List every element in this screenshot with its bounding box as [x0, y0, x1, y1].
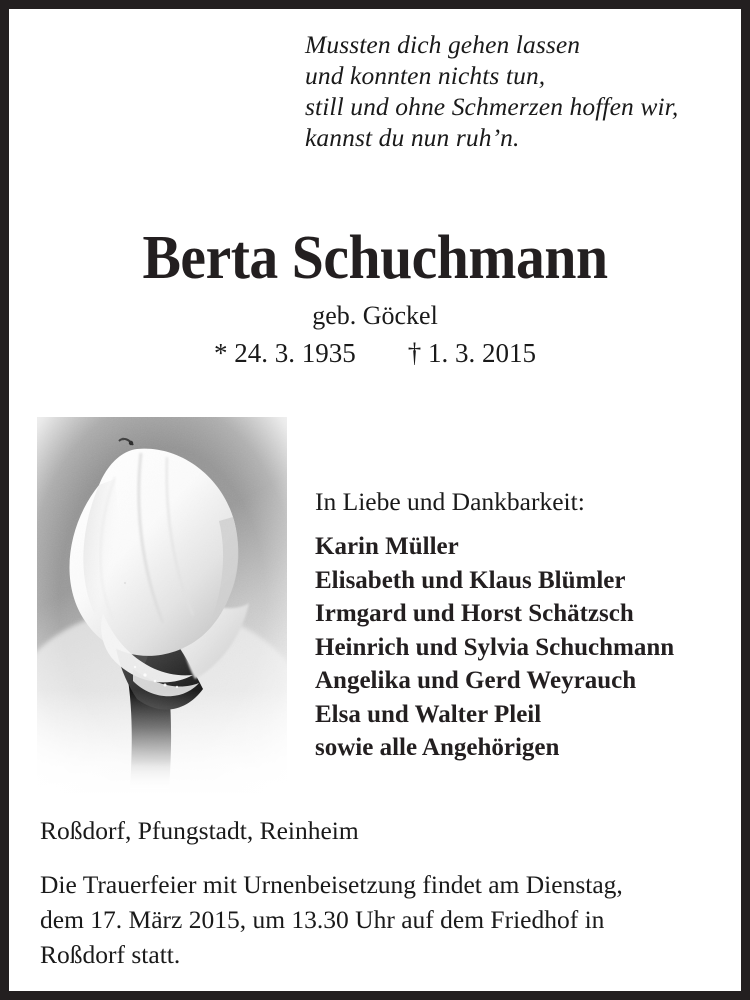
memorial-verse	[305, 29, 678, 153]
verse-line-4: kannst du nun ruh’n.	[305, 123, 520, 152]
list-item: Irmgard und Horst Schätzsch	[315, 600, 634, 627]
mourners-block	[315, 487, 735, 765]
ceremony-line-2: dem 17. März 2015, um 13.30 Uhr auf dem Friedhof in	[40, 905, 605, 934]
list-item: Elsa und Walter Pleil	[315, 700, 542, 728]
deceased-maiden-name: geb. Göckel	[312, 301, 438, 330]
list-item: Elisabeth und Klaus Blümler	[315, 566, 626, 594]
list-item: sowie alle Angehörigen	[315, 734, 560, 761]
calla-lily-illustration	[37, 417, 287, 795]
ceremony-details	[40, 867, 730, 972]
ceremony-line-1: Die Trauerfeier mit Urnenbeisetzung findet am Dienstag,	[40, 870, 623, 899]
deceased-name-block	[9, 225, 741, 369]
list-item: Karin Müller	[315, 533, 459, 560]
verse-line-2: und konnten nichts tun,	[305, 61, 546, 90]
places-line: Roßdorf, Pfungstadt, Reinheim	[40, 816, 359, 845]
notice-inner	[9, 9, 741, 991]
ceremony-line-3: Roßdorf statt.	[40, 940, 181, 969]
list-item: Angelika und Gerd Weyrauch	[315, 667, 637, 694]
verse-line-1: Mussten dich gehen lassen	[305, 30, 581, 59]
mourners-heading: In Liebe und Dankbarkeit:	[315, 487, 585, 516]
mourner-list	[315, 530, 735, 765]
list-item: Heinrich und Sylvia Schuchmann	[315, 633, 675, 661]
life-dates	[9, 337, 741, 369]
birth-date: * 24. 3. 1935	[214, 338, 356, 368]
death-date: † 1. 3. 2015	[407, 338, 536, 368]
calla-lily-photo	[37, 417, 287, 795]
photo-frame	[37, 417, 287, 795]
deceased-full-name: Berta Schuchmann	[142, 224, 608, 292]
verse-line-3: still und ohne Schmerzen hoffen wir,	[305, 92, 679, 121]
